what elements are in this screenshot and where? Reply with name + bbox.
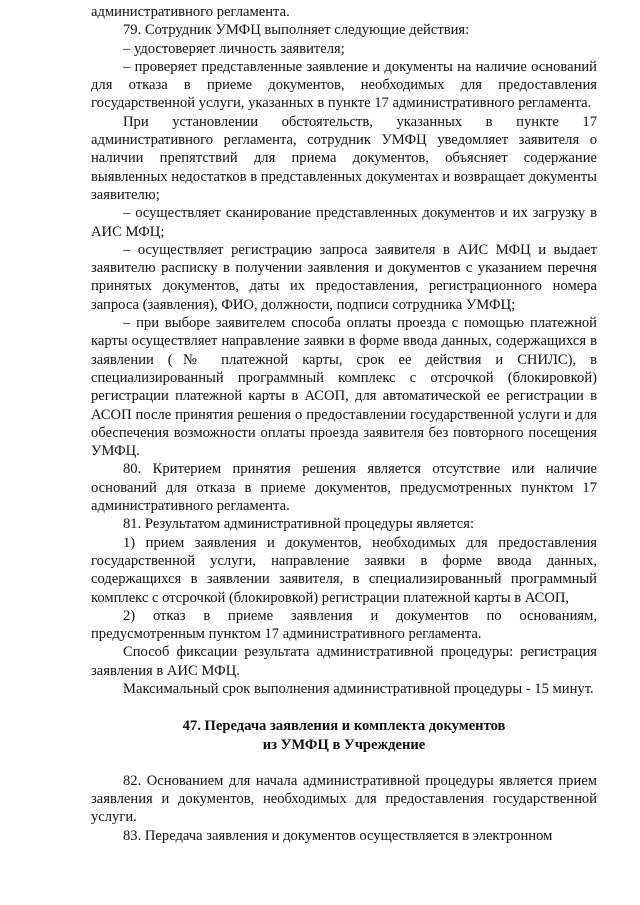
paragraph: административного регламента. xyxy=(91,4,290,20)
paragraph-82: 82. Основанием для начала административной процедуры является прием заявления и документов, необходимых для предоставления государственной услуги. xyxy=(91,772,597,826)
paragraph-81: 81. Результатом административной процедуры является: xyxy=(123,516,475,533)
paragraph: При установлении обстоятельств, указанных в пункте 17 административного регламента, сотрудник УМФЦ уведомляет заявителя о наличии препятствий для приема документов, объясняет содержание выявленных недостатков в представленных документах и возвращает документы заявителю; xyxy=(91,113,597,203)
list-item: 1) прием заявления и документов, необходимых для предоставления государственной услуги, направление заявки в форме ввода данных, содержащихся в заявлении заявителя, в специализированный программный комплекс с отсрочкой (блокировкой) регистрации платежной карты в АСОП, xyxy=(91,534,597,606)
paragraph: Способ фиксации результата административной процедуры: регистрация заявления в АИС МФЦ. xyxy=(91,644,597,679)
list-item: – проверяет представленные заявление и документы на наличие оснований для отказа в приеме документов, необходимых для предоставления государственной услуги, указанных в пункте 17 административного регламента. xyxy=(91,58,597,112)
list-item: – осуществляет регистрацию запроса заявителя в АИС МФЦ и выдает заявителю расписку в получении заявления и документов с указанием перечня принятых документов, даты их предоставления, регистрационного номера запроса (заявления), ФИО, должности, подписи сотрудника УМФЦ; xyxy=(91,241,597,313)
list-item: – осуществляет сканирование представленных документов и их загрузку в АИС МФЦ; xyxy=(91,205,597,240)
list-item: – удостоверяет личность заявителя; xyxy=(123,40,345,57)
list-item: – при выборе заявителем способа оплаты проезда с помощью платежной карты осуществляет направление заявки в форме ввода данных, содержащихся в заявлении (№ платежной карты, срок ее действия и СНИЛС), в специализированный программный комплекс с отсрочкой (блокировкой) регистрации платежной карты в АСОП, для автоматической ее регистрации в АСОП после принятия решения о предоставлении государственной услуги и для обеспечения возможности оплаты проезда заявителя без повторного посещения УМФЦ. xyxy=(91,315,597,460)
paragraph: Максимальный срок выполнения административной процедуры - 15 минут. xyxy=(123,680,594,697)
list-item: 2) отказ в приеме заявления и документов по основаниям, предусмотренным пунктом 17 административного регламента. xyxy=(91,607,597,643)
section-heading xyxy=(91,717,597,754)
paragraphs-before xyxy=(91,3,597,698)
paragraph-83: 83. Передача заявления и документов осуществляется в электронном xyxy=(123,827,553,844)
paragraph-79: 79. Сотрудник УМФЦ выполняет следующие действия: xyxy=(123,22,470,39)
section-heading-line-1: 47. Передача заявления и комплекта документов xyxy=(182,718,506,735)
document-page xyxy=(91,3,597,845)
paragraphs-after xyxy=(91,772,597,845)
section-heading-line-2: из УМФЦ в Учреждение xyxy=(262,736,426,753)
paragraph-80: 80. Критерием принятия решения является отсутствие или наличие оснований для отказа в приеме документов, предусмотренных пунктом 17 административного регламента. xyxy=(91,461,597,515)
